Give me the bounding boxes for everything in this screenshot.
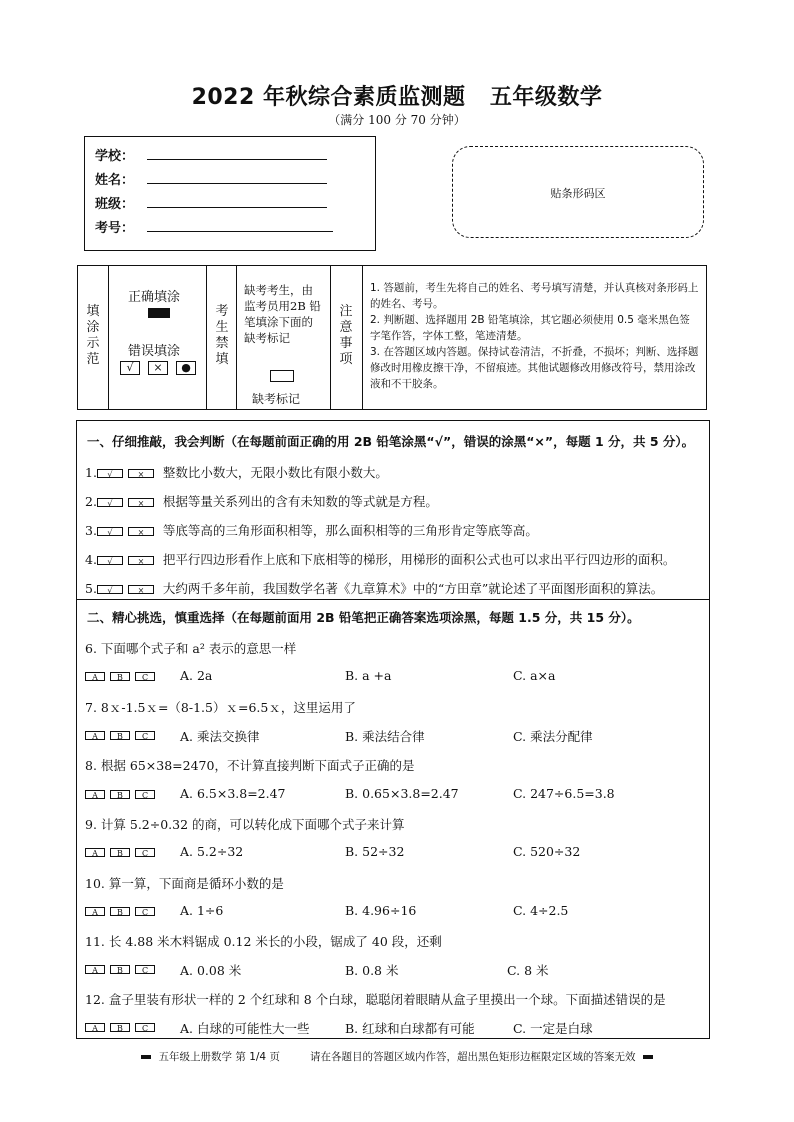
judge-text: 整数比小数大，无限小数比有限小数大。 bbox=[162, 465, 388, 480]
judge-text: 把平行四边形看作上底和下底相等的梯形，用梯形的面积公式也可以求出平行四边形的面积。 bbox=[162, 552, 676, 567]
answer-row-6 bbox=[85, 668, 160, 683]
option-b: B. 0.65×3.8=2.47 bbox=[345, 786, 459, 801]
cross-bubble[interactable]: × bbox=[128, 498, 154, 507]
option-c: C. 4÷2.5 bbox=[513, 903, 569, 918]
bubble-a[interactable]: A bbox=[85, 1023, 105, 1032]
judge-item-5 bbox=[85, 579, 663, 597]
judge-num: 3. bbox=[85, 523, 97, 538]
judge-num: 1. bbox=[85, 465, 97, 480]
judge-text: 大约两千多年前，我国数学名著《九章算术》中的“方田章”就论述了平面图形面积的算法。 bbox=[162, 581, 664, 596]
cross-bubble[interactable]: × bbox=[128, 556, 154, 565]
section-choice bbox=[76, 598, 710, 1039]
bubble-b[interactable]: B bbox=[110, 1023, 130, 1032]
question-7: 7. 8ｘ-1.5ｘ=（8-1.5）ｘ=6.5ｘ，这里运用了 bbox=[85, 700, 356, 715]
option-a: A. 白球的可能性大一些 bbox=[180, 1021, 310, 1036]
option-a: A. 2a bbox=[180, 668, 213, 683]
bubble-c[interactable]: C bbox=[135, 1023, 155, 1032]
wrong-fill-label: 错误填涂 bbox=[128, 344, 181, 359]
wrong-check-sample: √ bbox=[120, 361, 140, 375]
check-bubble[interactable]: √ bbox=[97, 498, 123, 507]
option-c: C. 8 米 bbox=[507, 963, 549, 978]
fill-instruction-table bbox=[77, 265, 707, 410]
class-label: 班级： bbox=[95, 197, 135, 212]
judge-item-3 bbox=[85, 521, 538, 539]
wrong-dot-sample: ● bbox=[176, 361, 196, 375]
question-9: 9. 计算 5.2÷0.32 的商，可以转化成下面哪个式子来计算 bbox=[85, 817, 405, 832]
option-b: B. 乘法结合律 bbox=[345, 729, 425, 744]
judge-num: 4. bbox=[85, 552, 97, 567]
option-c: C. a×a bbox=[513, 668, 556, 683]
exam-no-label: 考号： bbox=[95, 221, 135, 236]
bubble-a[interactable]: A bbox=[85, 848, 105, 857]
no-fill-label: 考生禁填 bbox=[215, 304, 229, 367]
bubble-a[interactable]: A bbox=[85, 731, 105, 740]
notice-item: 2. 判断题、选择题用 2B 铅笔填涂，其它题必须使用 0.5 毫米黑色签字笔作答，字体工整，笔迹清楚。 bbox=[370, 314, 690, 342]
name-label: 姓名： bbox=[95, 173, 135, 188]
question-8: 8. 根据 65×38=2470，不计算直接判断下面式子正确的是 bbox=[85, 758, 415, 773]
check-bubble[interactable]: √ bbox=[97, 469, 123, 478]
notice-item: 3. 在答题区域内答题。保持试卷清洁，不折叠，不损坏；判断、选择题修改时用橡皮擦干净，不留痕迹。其他试题修改用修改符号，禁用涂改液和不干胶条。 bbox=[370, 346, 699, 390]
correct-fill-label: 正确填涂 bbox=[128, 290, 181, 305]
cross-bubble[interactable]: × bbox=[128, 469, 154, 478]
fill-demo-label: 填涂示范 bbox=[86, 304, 100, 367]
school-label: 学校： bbox=[95, 149, 135, 164]
wrong-cross-sample: × bbox=[148, 361, 168, 375]
option-c: C. 520÷32 bbox=[513, 844, 581, 859]
section1-title: 一、仔细推敲，我会判断（在每题前面正确的用 2B 铅笔涂黑“√”，错误的涂黑“×”，每题 1 分，共 5 分）。 bbox=[87, 434, 695, 449]
option-c: C. 247÷6.5=3.8 bbox=[513, 786, 615, 801]
question-10: 10. 算一算，下面商是循环小数的是 bbox=[85, 876, 284, 891]
judge-text: 等底等高的三角形面积相等，那么面积相等的三角形肯定等底等高。 bbox=[162, 523, 538, 538]
section2-title: 二、精心挑选，慎重选择（在每题前面用 2B 铅笔把正确答案选项涂黑，每题 1.5 分，共 15 分）。 bbox=[87, 610, 640, 625]
footer-page: 五年级上册数学 第 1/4 页 bbox=[158, 1051, 280, 1063]
answer-row-11 bbox=[85, 961, 160, 976]
page-footer bbox=[0, 1049, 794, 1064]
judge-num: 2. bbox=[85, 494, 97, 509]
barcode-area bbox=[452, 146, 704, 238]
class-field[interactable] bbox=[147, 207, 327, 208]
bubble-c[interactable]: C bbox=[135, 731, 155, 740]
section-judgment bbox=[76, 420, 710, 600]
judge-item-2 bbox=[85, 492, 438, 510]
footer-marker-right bbox=[643, 1055, 653, 1059]
cross-bubble[interactable]: × bbox=[128, 527, 154, 536]
judge-item-4 bbox=[85, 550, 675, 568]
option-b: B. 52÷32 bbox=[345, 844, 405, 859]
bubble-a[interactable]: A bbox=[85, 907, 105, 916]
barcode-label: 贴条形码区 bbox=[550, 187, 606, 200]
option-b: B. 红球和白球都有可能 bbox=[345, 1021, 475, 1036]
check-bubble[interactable]: √ bbox=[97, 527, 123, 536]
option-c: C. 一定是白球 bbox=[513, 1021, 593, 1036]
bubble-c[interactable]: C bbox=[135, 907, 155, 916]
absent-mark-label: 缺考标记 bbox=[252, 392, 301, 406]
option-b: B. a +a bbox=[345, 668, 392, 683]
option-a: A. 1÷6 bbox=[180, 903, 224, 918]
school-field[interactable] bbox=[147, 159, 327, 160]
name-field[interactable] bbox=[147, 183, 327, 184]
judge-item-1 bbox=[85, 463, 388, 481]
option-a: A. 6.5×3.8=2.47 bbox=[180, 786, 286, 801]
bubble-b[interactable]: B bbox=[110, 907, 130, 916]
notice-item: 1. 答题前，考生先将自己的姓名、考号填写清楚，并认真核对条形码上的姓名、考号。 bbox=[370, 282, 699, 310]
bubble-c[interactable]: C bbox=[135, 965, 155, 974]
page-title: 2022 年秋综合素质监测题 五年级数学 bbox=[191, 85, 603, 110]
answer-row-8 bbox=[85, 786, 160, 801]
bubble-b[interactable]: B bbox=[110, 790, 130, 799]
option-b: B. 4.96÷16 bbox=[345, 903, 417, 918]
answer-row-7 bbox=[85, 727, 160, 742]
bubble-b[interactable]: B bbox=[110, 731, 130, 740]
option-a: A. 0.08 米 bbox=[180, 963, 242, 978]
bubble-b[interactable]: B bbox=[110, 965, 130, 974]
answer-row-10 bbox=[85, 903, 160, 918]
bubble-c[interactable]: C bbox=[135, 790, 155, 799]
option-c: C. 乘法分配律 bbox=[513, 729, 593, 744]
cross-bubble[interactable]: × bbox=[128, 585, 154, 594]
notice-list bbox=[370, 280, 700, 392]
bubble-a[interactable]: A bbox=[85, 672, 105, 681]
correct-fill-sample bbox=[148, 308, 170, 318]
footer-marker-left bbox=[141, 1055, 151, 1059]
option-a: A. 乘法交换律 bbox=[180, 729, 260, 744]
answer-row-12 bbox=[85, 1019, 160, 1034]
option-a: A. 5.2÷32 bbox=[180, 844, 244, 859]
bubble-c[interactable]: C bbox=[135, 672, 155, 681]
exam-no-field[interactable] bbox=[147, 231, 333, 232]
absent-mark-box[interactable] bbox=[270, 370, 294, 382]
bubble-c[interactable]: C bbox=[135, 848, 155, 857]
check-bubble[interactable]: √ bbox=[97, 556, 123, 565]
check-bubble[interactable]: √ bbox=[97, 585, 123, 594]
question-11: 11. 长 4.88 米木料锯成 0.12 米长的小段，锯成了 40 段，还剩 bbox=[85, 934, 442, 949]
notice-title: 注意事项 bbox=[339, 304, 353, 367]
bubble-a[interactable]: A bbox=[85, 965, 105, 974]
option-b: B. 0.8 米 bbox=[345, 963, 399, 978]
absent-instruction: 缺考考生，由监考员用2B 铅笔填涂下面的缺考标记 bbox=[244, 283, 321, 345]
judge-num: 5. bbox=[85, 581, 97, 596]
answer-row-9 bbox=[85, 844, 160, 859]
bubble-b[interactable]: B bbox=[110, 848, 130, 857]
student-info-box bbox=[84, 136, 376, 251]
question-6: 6. 下面哪个式子和 a² 表示的意思一样 bbox=[85, 641, 297, 656]
judge-text: 根据等量关系列出的含有未知数的等式就是方程。 bbox=[162, 494, 438, 509]
bubble-b[interactable]: B bbox=[110, 672, 130, 681]
bubble-a[interactable]: A bbox=[85, 790, 105, 799]
page-subtitle: （满分 100 分 70 分钟） bbox=[328, 113, 466, 127]
question-12: 12. 盒子里装有形状一样的 2 个红球和 8 个白球，聪聪闭着眼睛从盒子里摸出一个球。下面描述错误的是 bbox=[85, 992, 666, 1007]
footer-note: 请在各题目的答题区域内作答，超出黑色矩形边框限定区域的答案无效 bbox=[309, 1051, 636, 1063]
